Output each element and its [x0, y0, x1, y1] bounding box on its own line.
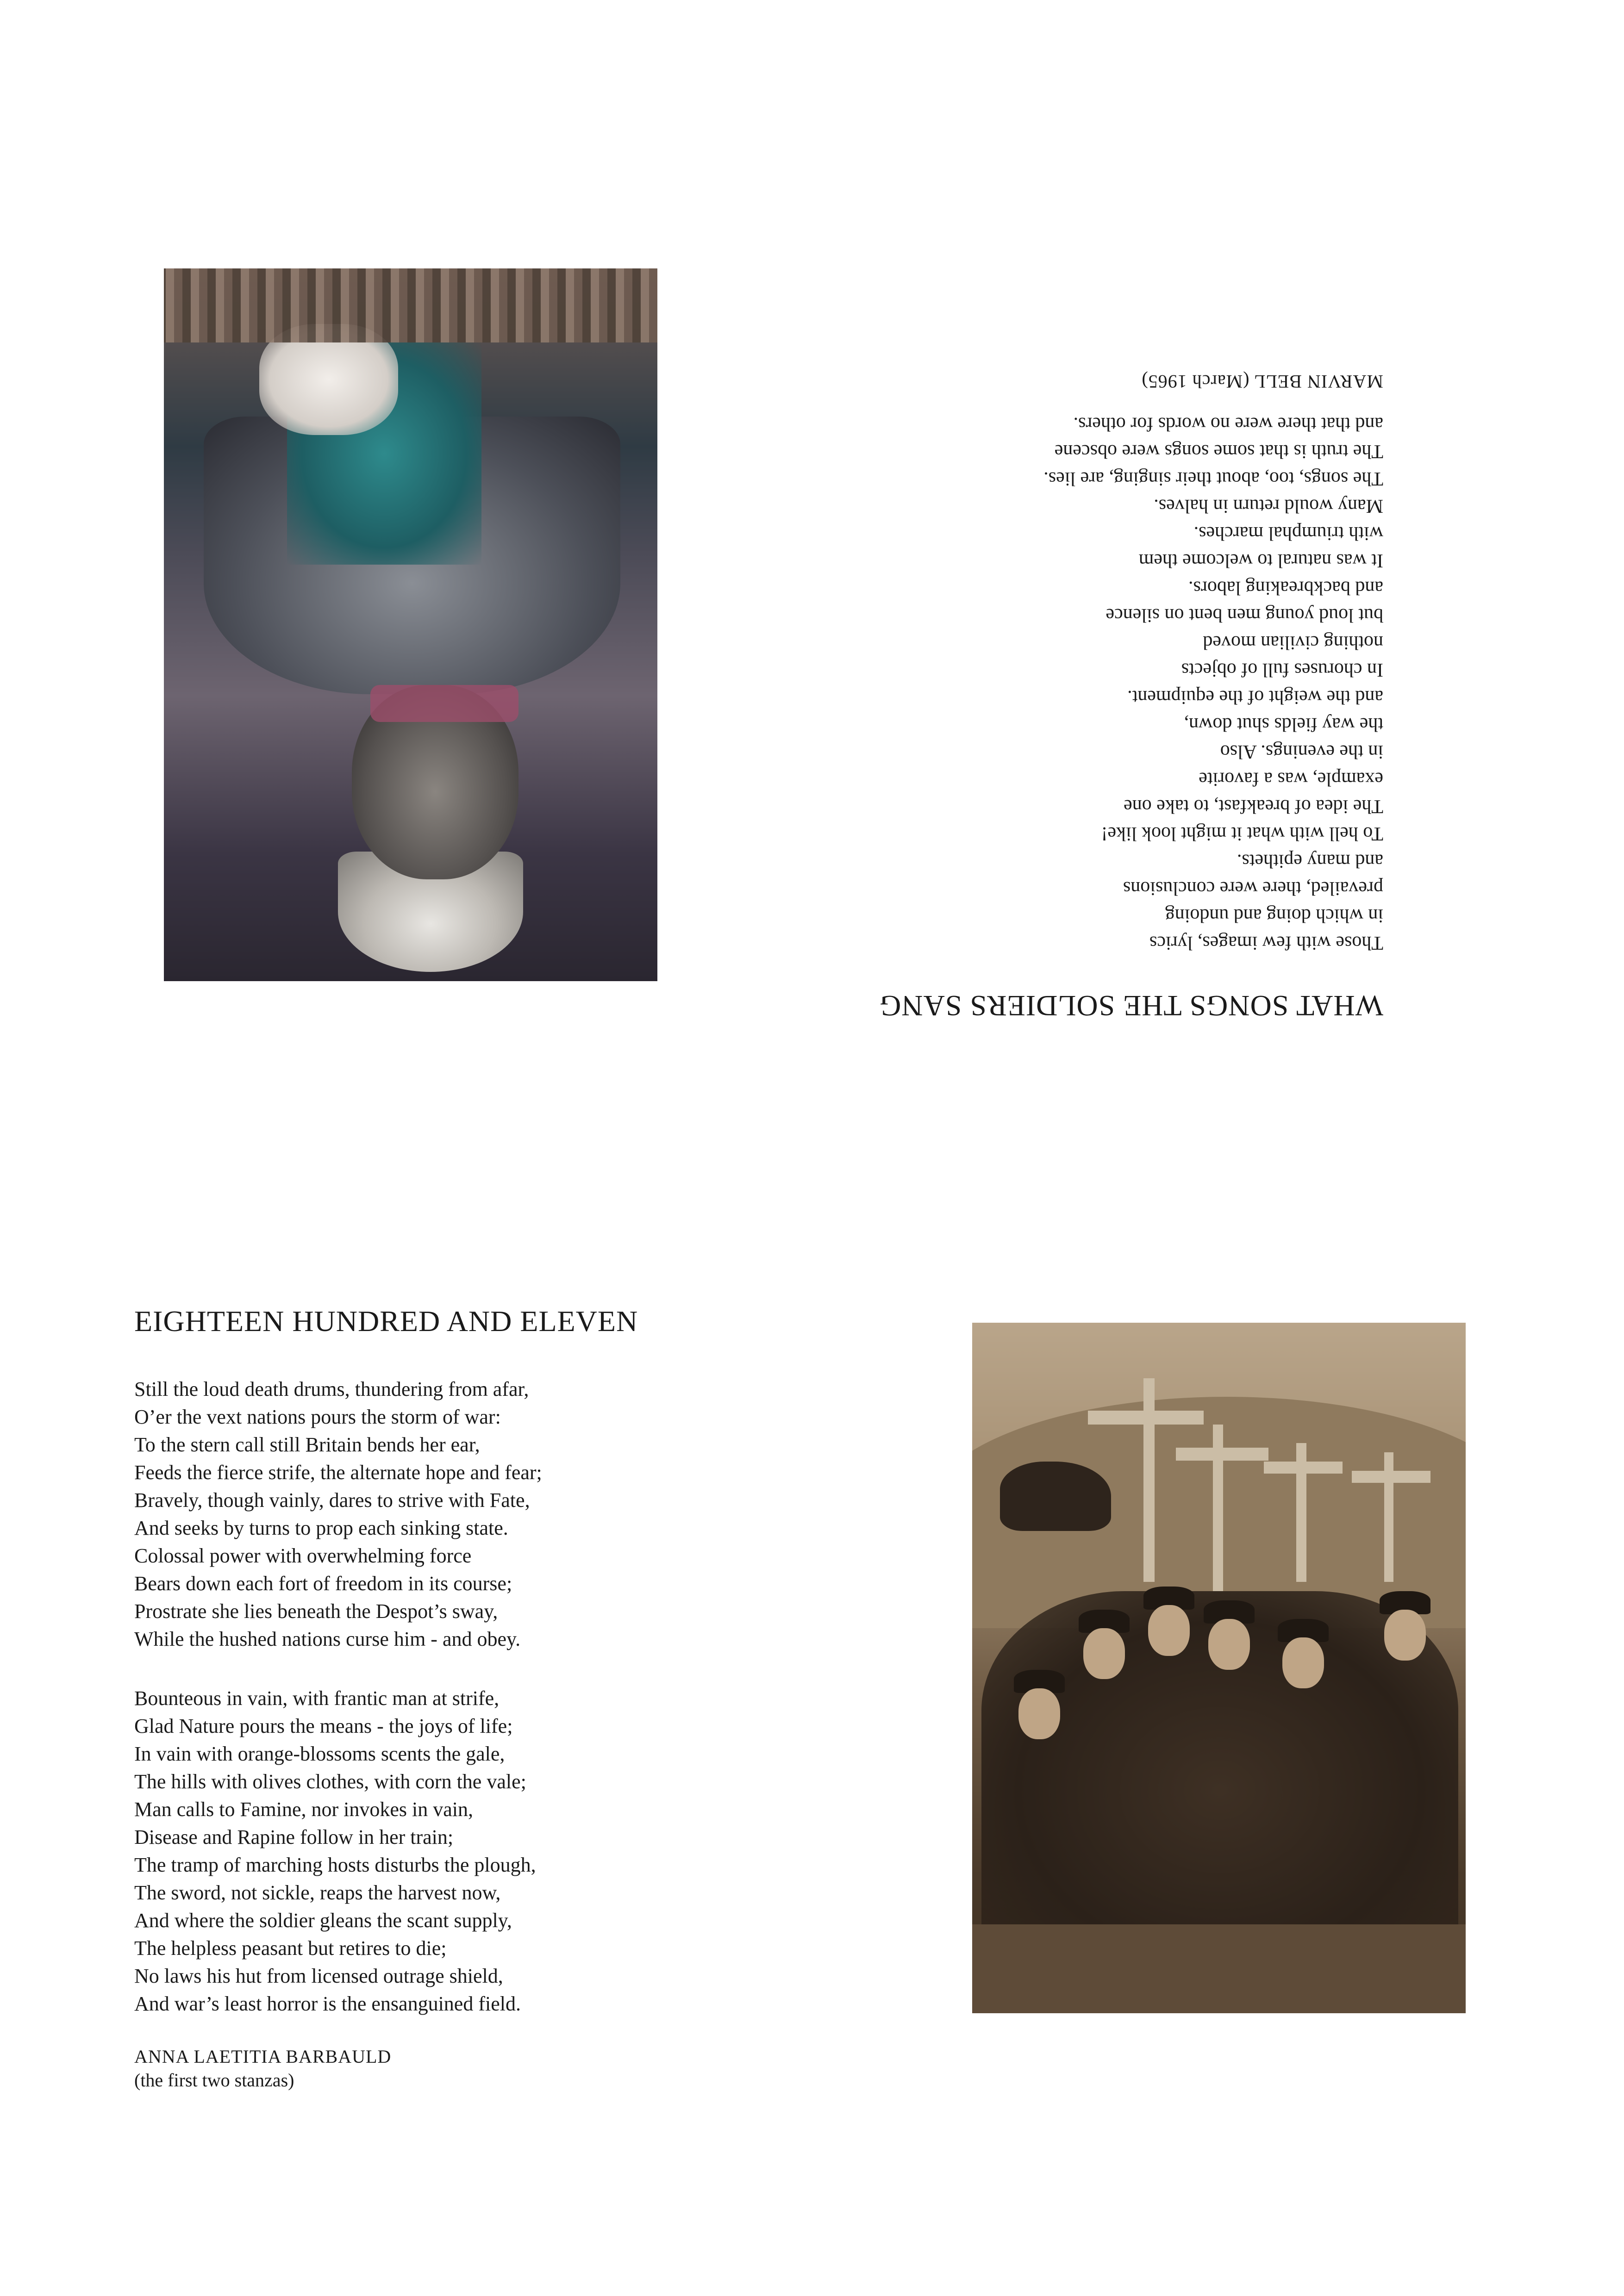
poem-line: and backbreaking labors.	[1188, 577, 1383, 598]
poem-line: Bounteous in vain, with frantic man at strife,	[134, 1687, 500, 1710]
poem-line: And war’s least horror is the ensanguined field.	[134, 1992, 521, 2015]
photo-soldier-head	[1282, 1637, 1324, 1688]
poem-line: To the stern call still Britain bends her ear,	[134, 1433, 480, 1456]
barbauld-poem-note: (the first two stanzas)	[134, 2070, 294, 2091]
poem-line: Bears down each fort of freedom in its course;	[134, 1572, 512, 1595]
bell-poem-title: WHAT SONGS THE SOLDIERS SANG	[879, 989, 1383, 1022]
poem-line: in which doing and undoing	[1165, 905, 1383, 926]
poem-stanza-2	[134, 1685, 921, 2018]
poem-line: To hell with what it might look like!	[1101, 823, 1383, 844]
poem-line: Many would return in halves.	[1154, 495, 1383, 516]
poem-line: and the weight of the equipment.	[1127, 686, 1383, 708]
poem-line: and many epithets.	[1237, 850, 1383, 871]
poem-line: O’er the vext nations pours the storm of war:	[134, 1406, 501, 1428]
barbauld-poem-title: EIGHTEEN HUNDRED AND ELEVEN	[134, 1305, 638, 1338]
poem-line: The sword, not sickle, reaps the harvest now,	[134, 1881, 501, 1904]
poem-line: In choruses full of objects	[1181, 659, 1383, 680]
photo-scarf-shape	[370, 685, 518, 722]
poem-line: Bravely, though vainly, dares to strive with Fate,	[134, 1489, 530, 1512]
poem-line: Glad Nature pours the means - the joys of life;	[134, 1715, 513, 1737]
poem-line: in the evenings. Also	[1220, 741, 1383, 762]
bell-poem	[781, 371, 1383, 1023]
photo-ground-shape	[972, 1924, 1466, 2013]
poem-line: Still the loud death drums, thundering from afar,	[134, 1378, 529, 1400]
photo-grave-cross	[1143, 1378, 1155, 1582]
poem-line: with triumphal marches.	[1193, 523, 1383, 544]
photo-grave-cross	[1352, 1471, 1430, 1483]
photo-soldier-head	[1384, 1610, 1426, 1661]
poem-line: The hills with olives clothes, with corn the vale;	[134, 1770, 526, 1793]
poem-line: example, was a favorite	[1199, 768, 1383, 790]
poem-stanza-1	[134, 1375, 921, 1653]
barbauld-poem-author: ANNA LAETITIA BARBAULD	[134, 2046, 392, 2067]
poem-line: but loud young men bent on silence	[1106, 604, 1383, 626]
poem-line: And seeks by turns to prop each sinking state.	[134, 1517, 508, 1539]
poem-line: It was natural to welcome them	[1138, 550, 1383, 571]
poem-line: Colossal power with overwhelming force	[134, 1544, 472, 1567]
poem-line: prevailed, there were conclusions	[1123, 877, 1383, 899]
soldier-collage-photo	[164, 268, 657, 981]
photo-soldier-head	[1208, 1619, 1250, 1670]
bell-poem-body	[781, 410, 1383, 956]
poem-line: Disease and Rapine follow in her train;	[134, 1826, 454, 1848]
photo-soldier-head	[1018, 1688, 1060, 1739]
poem-line: The songs, too, about their singing, are lies.	[1043, 468, 1383, 489]
poem-line: The tramp of marching hosts disturbs the plough,	[134, 1854, 536, 1876]
poem-line: The idea of breakfast, to take one	[1124, 796, 1383, 817]
poem-line: nothing civilian moved	[1203, 632, 1383, 653]
poem-line: In vain with orange-blossoms scents the gale,	[134, 1742, 505, 1765]
photo-soldier-head	[1148, 1605, 1190, 1656]
photo-horse-shape	[1000, 1462, 1111, 1531]
photo-soldier-head	[1083, 1628, 1125, 1679]
photo-grave-cross	[1176, 1448, 1268, 1461]
poem-line: No laws his hut from licensed outrage shield,	[134, 1965, 503, 1987]
poem-line: Prostrate she lies beneath the Despot’s sway,	[134, 1600, 498, 1623]
poem-line: The truth is that some songs were obscene	[1054, 441, 1383, 462]
poem-line: and that there were no words for others.	[1073, 413, 1383, 435]
soldiers-graveside-photo	[972, 1323, 1466, 2013]
photo-grave-cross	[1264, 1462, 1343, 1474]
poem-line: Those with few images, lyrics	[1149, 932, 1383, 953]
poem-line: Man calls to Famine, nor invokes in vain,	[134, 1798, 473, 1821]
photo-grave-cross	[1088, 1411, 1204, 1425]
poem-line: the way fields shut down,	[1184, 714, 1383, 735]
poem-line: And where the soldier gleans the scant supply,	[134, 1909, 512, 1932]
poem-line: Feeds the fierce strife, the alternate hope and fear;	[134, 1461, 542, 1484]
photo-crowd-band	[164, 268, 657, 342]
bell-poem-author: MARVIN BELL (March 1965)	[1141, 371, 1383, 392]
poem-line: The helpless peasant but retires to die;	[134, 1937, 447, 1960]
barbauld-poem	[134, 1304, 921, 2091]
poem-line: While the hushed nations curse him - and obey.	[134, 1628, 521, 1650]
